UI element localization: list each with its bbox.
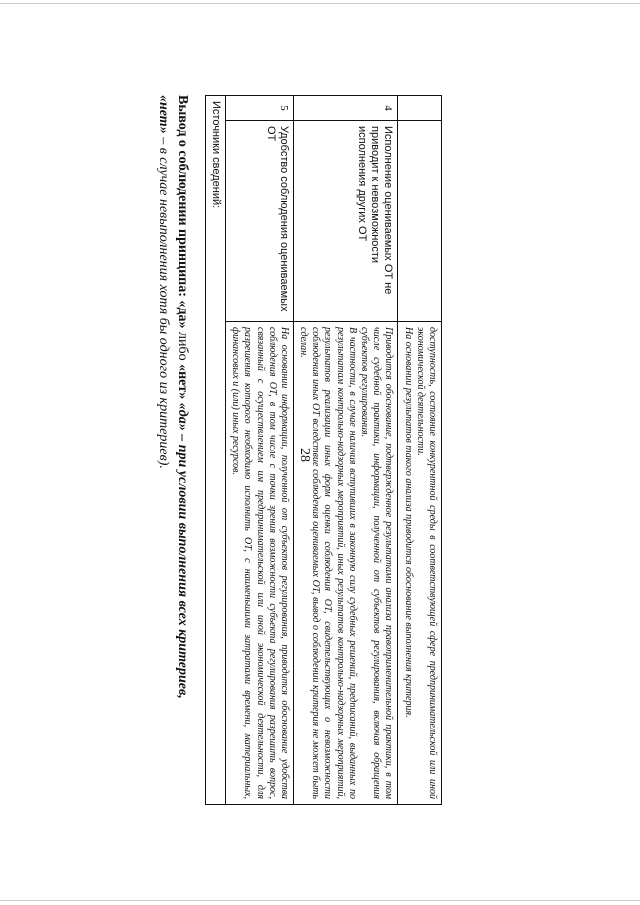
- justification-paragraph: Приводится обоснование, подтвержденное результатами анализа правоприменительной практики, в том числе судебной практики, информации, полученной от субъектов регулирования, включая обращения субъектов регулирования.: [359, 327, 395, 799]
- row-number: [398, 96, 442, 121]
- conclusion-lead: Вывод о соблюдении принципа:: [174, 95, 190, 297]
- table-row: [293, 96, 398, 805]
- scan-edge-bottom: [0, 900, 640, 901]
- row-number: 4: [293, 96, 398, 121]
- sources-cell: Источники сведений:: [205, 96, 225, 805]
- criterion-cell: Удобство соблюдения оцениваемых ОТ: [226, 121, 294, 322]
- conclusion-yes: «да»: [174, 300, 190, 329]
- justification-paragraph: доступность, состояние конкурентной среды в соответствующей сфере предпринимательской или иной экономической деятельности.: [414, 327, 438, 799]
- conclusion-either: либо: [174, 331, 190, 361]
- rotated-content: [153, 95, 442, 805]
- justification-paragraph: На основании информации, полученной от субъектов регулирования, приводится обоснование удобства соблюдения ОТ, в том числе с точки зрения возможности субъекта регулирования разрешить вопрос, связанный с осуществлением им предпринимательской или иной экономической деятельности, для разрешения которого необходимо исполнить ОТ, с наименьшими затратами времени, материальных, финансовых и (или) иных ресурсов.: [230, 327, 290, 799]
- justification-cell: [226, 322, 294, 805]
- criterion-cell: Исполнение оцениваемых ОТ не приводит к невозможности исполнения других ОТ: [293, 121, 398, 322]
- conclusion-yes-italic: «да»: [174, 402, 190, 431]
- table-row: [205, 96, 225, 805]
- conclusion-line2: – в случае невыполнения хотя бы одного из критериев).: [155, 137, 171, 469]
- table-row: [398, 96, 442, 805]
- justification-paragraph: В частности, в случае наличия вступивших в законную силу судебных решений, предписаний, выданных по результатам контрольно-надзорных мероприятий, иных результатов контрольно-надзорных мероприятий, результатов реализации иных форм оценки соблюдения ОТ, свидетельствующих о невозможности соблюдения иных ОТ вследствие соблюдения оцениваемых ОТ, вывод о соблюдении критерия не может быть сделан.: [298, 327, 358, 799]
- criterion-cell: [398, 121, 442, 322]
- justification-cell: [293, 322, 398, 805]
- page-number: 28: [297, 448, 312, 462]
- scan-edge-top: [0, 3, 640, 4]
- justification-paragraph: На основании результатов такого анализа приводится обоснование выполнения критерия.: [402, 327, 414, 718]
- conclusion-rest: – при условии выполнения всех критериев,: [174, 434, 190, 699]
- table-row: [226, 96, 294, 805]
- conclusion-no: «нет»: [174, 364, 190, 400]
- criteria-table: [205, 95, 442, 805]
- row-number: 5: [226, 96, 294, 121]
- conclusion-no-italic: «нет»: [155, 95, 171, 134]
- principle-conclusion: [153, 95, 191, 805]
- justification-cell: [398, 322, 442, 805]
